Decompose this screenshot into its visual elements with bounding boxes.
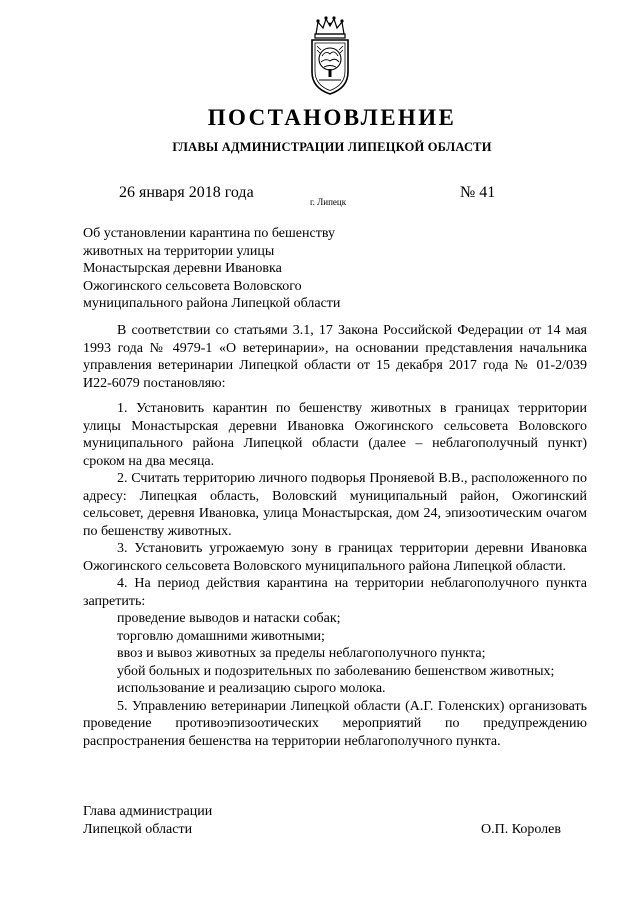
- signatory-position-line: Липецкой области: [83, 822, 193, 837]
- paragraph-2: 2. Считать территорию личного подворья Проняевой В.В., расположенного по адресу: Липецкая область, Воловский муниципальный район, Ожогинский сельсовет, деревня Ивановка, улица Монастырская, дом 24, эпизоотическим очагом по бешенству животных.: [83, 471, 587, 539]
- heading-line: Об установлении карантина по бешенству: [83, 226, 335, 241]
- preamble-paragraph: В соответствии со статьями 3.1, 17 Закона Российской Федерации от 14 мая 1993 года № 4979-1 «О ветеринарии», на основании представления начальника управления ветеринарии Липецкой области от 15 декабря 2017 года № 01-2/039 И22-6079 постановляю:: [83, 323, 587, 391]
- prohibition-item: торговлю домашними животными;: [117, 628, 325, 644]
- paragraph-1: 1. Установить карантин по бешенству животных в границах территории улицы Монастырская деревни Ивановка Ожогинского сельсовета Воловского муниципального района Липецкой области (далее – неблагополучный пункт) сроком на два месяца.: [83, 401, 587, 469]
- document-heading: [83, 225, 383, 313]
- heading-line: животных на территории улицы: [83, 243, 275, 259]
- heading-line: Монастырская деревни Ивановка: [83, 261, 282, 277]
- heading-line: муниципального района Липецкой области: [83, 296, 341, 312]
- document-city: г. Липецк: [310, 197, 347, 207]
- document-date: 26 января 2018 года: [119, 184, 254, 201]
- paragraph-3: 3. Установить угрожаемую зону в границах территории деревни Ивановка Ожогинского сельсовета Воловского муниципального района Липецкой области.: [83, 541, 587, 574]
- coat-of-arms-icon: [302, 14, 358, 98]
- prohibition-item: использование и реализацию сырого молока.: [117, 681, 386, 696]
- document-body: [83, 322, 587, 750]
- document-number: № 41: [460, 184, 496, 201]
- heading-line: Ожогинского сельсовета Воловского: [83, 278, 302, 294]
- prohibition-item: убой больных и подозрительных по заболеванию бешенством животных;: [117, 663, 555, 679]
- paragraph-4: 4. На период действия карантина на территории неблагополучного пункта запретить:: [83, 576, 587, 609]
- document-title: ПОСТАНОВЛЕНИЕ: [207, 105, 457, 130]
- prohibition-item: ввоз и вывоз животных за пределы неблагополучного пункта;: [117, 646, 486, 661]
- prohibition-item: проведение выводов и натаски собак;: [117, 611, 341, 626]
- document-subtitle: ГЛАВЫ АДМИНИСТРАЦИИ ЛИПЕЦКОЙ ОБЛАСТИ: [172, 140, 492, 154]
- signatory-position-line: Глава администрации: [83, 804, 213, 819]
- signatory-name: О.П. Королев: [481, 822, 561, 837]
- paragraph-5: 5. Управлению ветеринарии Липецкой области (А.Г. Голенских) организовать проведение противоэпизоотических мероприятий по предупреждению распространения бешенства на территории неблагополучного пункта.: [83, 698, 587, 749]
- signatory-position: [83, 803, 212, 839]
